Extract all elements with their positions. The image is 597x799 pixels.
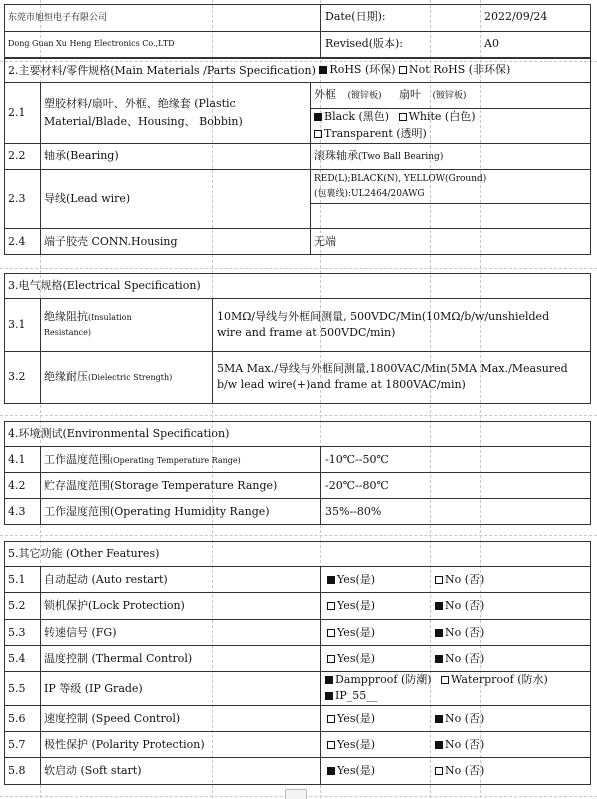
- not-rohs-checkbox[interactable]: [399, 63, 510, 77]
- color-options-line1: [314, 110, 476, 125]
- dampproof-checkbox[interactable]: [325, 673, 432, 687]
- black-label: Black (黑色): [324, 110, 390, 123]
- row-5-1-yes-box[interactable]: [327, 576, 335, 584]
- electrical-title: 3.电气规格(Electrical Specification): [8, 279, 201, 292]
- conn-value: 无端: [314, 235, 336, 248]
- row-3-2-name: [44, 370, 172, 385]
- row-3-2-value-line2: b/w lead wire(+)and frame at 1800VAC/min): [217, 378, 466, 391]
- row-3-1-name-note2: Resistance): [44, 328, 91, 337]
- blade-label: 扇叶: [399, 88, 422, 101]
- waterproof-label: Waterproof (防水): [451, 673, 548, 686]
- row-4-2-name: [44, 479, 277, 493]
- waterproof-checkbox-box[interactable]: [441, 676, 449, 684]
- row-5-3-yes-label: Yes(是): [337, 626, 376, 639]
- row-5-7-yes-box[interactable]: [327, 741, 335, 749]
- rohs-checkbox[interactable]: [319, 63, 395, 77]
- row-2-3-no: 2.3: [8, 192, 26, 205]
- row-5-1-no-box[interactable]: [435, 576, 443, 584]
- row-4-2-name-cn: 贮存温度范围: [44, 479, 110, 492]
- row-5-6-yes-label: Yes(是): [337, 712, 376, 725]
- materials-title: [8, 63, 510, 78]
- row-5-5-no: 5.5: [8, 682, 26, 695]
- transparent-checkbox[interactable]: [314, 127, 427, 141]
- row-3-2-name-cn: 绝缘耐压: [44, 370, 88, 383]
- row-5-8-no: 5.8: [8, 764, 26, 777]
- ip-grade-checkbox[interactable]: [325, 689, 377, 703]
- row-5-3-no: 5.3: [8, 626, 26, 639]
- row-5-3-yes-box[interactable]: [327, 629, 335, 637]
- frame-note: (镀锌板): [347, 91, 382, 101]
- row-5-6-no-option[interactable]: [435, 712, 484, 726]
- row-3-1-name-note1: (Insulation: [88, 313, 132, 322]
- bearing-type: 滚珠轴承: [314, 149, 358, 162]
- ip-options-line1: [325, 673, 548, 688]
- row-4-1-value: -10℃--50℃: [325, 453, 389, 466]
- row-5-2-no-option[interactable]: [435, 599, 484, 613]
- row-5-8-yes[interactable]: [327, 764, 375, 778]
- row-5-3-no-label: No (否): [445, 626, 485, 639]
- revised-label: Revised(版本):: [325, 37, 404, 50]
- materials-title-text: 2.主要材料/零件规格(Main Materials /Parts Specification): [8, 64, 316, 77]
- row-4-2-note: (Storage Temperature Range): [110, 479, 278, 492]
- row-3-2-no: 3.2: [8, 370, 26, 383]
- row-3-1-value-line1: 10MΩ/导线与外框间测量, 500VDC/Min(10MΩ/b/w/unshielded: [217, 310, 550, 323]
- color-options-line2: [314, 127, 427, 142]
- row-5-7-yes-label: Yes(是): [337, 738, 376, 751]
- row-5-6-no-box[interactable]: [435, 715, 443, 723]
- row-5-8-no-box[interactable]: [435, 767, 443, 775]
- white-checkbox-box[interactable]: [399, 113, 407, 121]
- revised-value: A0: [484, 37, 499, 50]
- company-name-en: Dong Guan Xu Heng Electronics Co.,LTD: [8, 39, 175, 48]
- rohs-label: RoHS (环保): [329, 63, 396, 76]
- row-2-4-name: 端子胶壳 CONN.Housing: [44, 235, 178, 248]
- white-label: White (白色): [408, 110, 476, 123]
- ip-grade-value: IP_55__: [335, 689, 378, 702]
- row-5-3-no-box[interactable]: [435, 629, 443, 637]
- row-5-8-yes-label: Yes(是): [337, 764, 376, 777]
- row-2-4-no: 2.4: [8, 235, 26, 248]
- wire-spec-line2: (包裹线):UL2464/20AWG: [314, 189, 425, 199]
- ip-options-line2: [325, 689, 377, 704]
- row-3-1-name: [44, 310, 132, 325]
- row-5-3-yes[interactable]: [327, 626, 375, 640]
- environmental-title: 4.环境测试(Environmental Specification): [8, 427, 230, 440]
- wire-spec-line1: RED(L);BLACK(N), YELLOW(Ground): [314, 174, 487, 184]
- row-4-1-no: 4.1: [8, 453, 26, 466]
- black-checkbox[interactable]: [314, 110, 389, 124]
- other-features-title: 5.其它功能 (Other Features): [8, 547, 160, 560]
- dampproof-label: Dampproof (防潮): [335, 673, 432, 686]
- company-name-cn: 东莞市旭恒电子有限公司: [8, 13, 108, 23]
- row-3-1-value-line2: wire and frame at 500VDC/min): [217, 326, 396, 339]
- row-5-2-no: 5.2: [8, 599, 26, 612]
- frame-spec: [314, 88, 467, 103]
- row-5-2-yes-label: Yes(是): [337, 599, 376, 612]
- row-4-1-note: (Operating Temperature Range): [110, 456, 241, 465]
- row-5-3-name: 转速信号 (FG): [44, 626, 117, 639]
- date-label: Date(日期):: [325, 10, 386, 23]
- row-2-2-name: 轴承(Bearing): [44, 149, 119, 162]
- row-5-6-yes[interactable]: [327, 712, 375, 726]
- row-5-4-yes-box[interactable]: [327, 655, 335, 663]
- transparent-label: Transparent (透明): [324, 127, 427, 140]
- row-5-6-name: 速度控制 (Speed Control): [44, 712, 181, 725]
- row-5-4-no-option[interactable]: [435, 652, 484, 666]
- row-5-7-name: 极性保护 (Polarity Protection): [44, 738, 205, 751]
- row-4-3-value: 35%--80%: [325, 505, 382, 518]
- row-3-1-name-cn: 绝缘阻抗: [44, 310, 88, 323]
- row-4-2-value: -20℃--80℃: [325, 479, 389, 492]
- row-5-7-no: 5.7: [8, 738, 26, 751]
- row-5-8-no-option[interactable]: [435, 764, 484, 778]
- not-rohs-checkbox-box[interactable]: [399, 66, 407, 74]
- row-5-4-no-box[interactable]: [435, 655, 443, 663]
- date-value: 2022/09/24: [484, 10, 548, 23]
- row-5-7-no-option[interactable]: [435, 738, 484, 752]
- row-2-1-name-line2: Material/Blade、Housing、 Bobbin): [44, 115, 243, 128]
- waterproof-checkbox[interactable]: [441, 673, 548, 687]
- row-5-6-no: 5.6: [8, 712, 26, 725]
- row-4-3-note: (Operating Humidity Range): [110, 505, 270, 518]
- row-5-1-no: 5.1: [8, 573, 26, 586]
- row-5-1-name: 自动起动 (Auto restart): [44, 573, 168, 586]
- row-5-3-no-option[interactable]: [435, 626, 484, 640]
- blade-note: (镀锌板): [432, 91, 467, 101]
- row-5-2-yes[interactable]: [327, 599, 375, 613]
- row-5-2-name: 锁机保护(Lock Protection): [44, 599, 185, 612]
- row-4-3-no: 4.3: [8, 505, 26, 518]
- row-5-6-no-label: No (否): [445, 712, 485, 725]
- row-5-8-no-label: No (否): [445, 764, 485, 777]
- dampproof-checkbox-box[interactable]: [325, 676, 333, 684]
- row-3-2-name-note: (Dielectric Strength): [88, 373, 173, 382]
- row-5-6-yes-box[interactable]: [327, 715, 335, 723]
- row-5-4-no-label: No (否): [445, 652, 485, 665]
- white-checkbox[interactable]: [399, 110, 476, 124]
- row-5-4-name: 温度控制 (Thermal Control): [44, 652, 193, 665]
- row-2-1-no: 2.1: [8, 106, 26, 119]
- row-5-4-no: 5.4: [8, 652, 26, 665]
- transparent-checkbox-box[interactable]: [314, 130, 322, 138]
- row-5-7-no-label: No (否): [445, 738, 485, 751]
- row-4-2-no: 4.2: [8, 479, 26, 492]
- row-4-3-name-cn: 工作湿度范围: [44, 505, 110, 518]
- row-4-1-name-cn: 工作温度范围: [44, 453, 110, 466]
- row-5-8-yes-box[interactable]: [327, 767, 335, 775]
- row-2-3-name: 导线(Lead wire): [44, 192, 131, 205]
- row-2-1-name-line1: 塑胶材料/扇叶、外框、绝缘套 (Plastic: [44, 97, 236, 110]
- ip-grade-checkbox-box[interactable]: [325, 692, 333, 700]
- row-5-2-no-label: No (否): [445, 599, 485, 612]
- row-5-5-name: IP 等级 (IP Grade): [44, 682, 143, 695]
- row-5-2-yes-box[interactable]: [327, 602, 335, 610]
- black-checkbox-box[interactable]: [314, 113, 322, 121]
- row-5-2-no-box[interactable]: [435, 602, 443, 610]
- row-5-4-yes-label: Yes(是): [337, 652, 376, 665]
- row-5-1-no-option[interactable]: [435, 573, 484, 587]
- rohs-checkbox-box[interactable]: [319, 66, 327, 74]
- row-5-7-no-box[interactable]: [435, 741, 443, 749]
- not-rohs-label: Not RoHS (非环保): [409, 63, 511, 76]
- row-2-2-no: 2.2: [8, 149, 26, 162]
- row-3-2-value-line1: 5MA Max./导线与外框间测量,1800VAC/Min(5MA Max./Measured: [217, 362, 568, 375]
- row-4-3-name: [44, 505, 270, 519]
- row-5-7-yes[interactable]: [327, 738, 375, 752]
- bearing-note: (Two Ball Bearing): [358, 152, 444, 162]
- row-5-1-yes[interactable]: [327, 573, 375, 587]
- row-5-8-name: 软启动 (Soft start): [44, 764, 142, 777]
- row-5-4-yes[interactable]: [327, 652, 375, 666]
- row-5-1-no-label: No (否): [445, 573, 485, 586]
- bearing-value: [314, 149, 443, 164]
- row-3-1-no: 3.1: [8, 318, 26, 331]
- row-5-1-yes-label: Yes(是): [337, 573, 376, 586]
- row-4-1-name: [44, 453, 241, 468]
- frame-label: 外框: [314, 88, 336, 101]
